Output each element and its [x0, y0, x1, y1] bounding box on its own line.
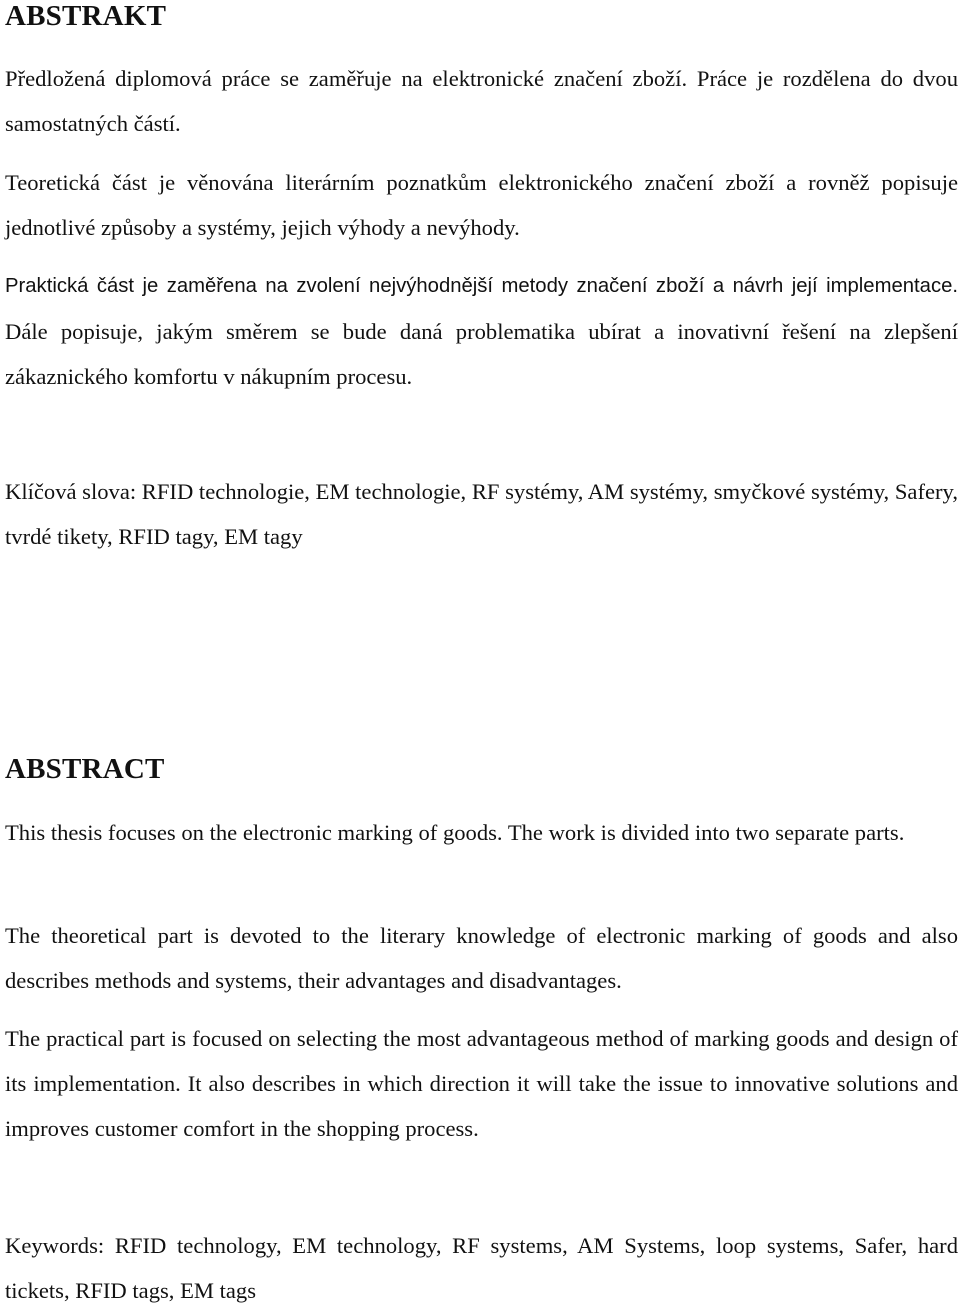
czech-abstract-paragraph-1: Předložená diplomová práce se zaměřuje na elektronické značení zboží. Práce je rozdělena do dvou samostatných částí. — [5, 66, 958, 136]
czech-keywords: Klíčová slova: RFID technologie, EM technologie, RF systémy, AM systémy, smyčkové systémy, Safery, tvrdé tikety, RFID tagy, EM tagy — [5, 479, 959, 549]
english-abstract-paragraph-2: The theoretical part is devoted to the literary knowledge of electronic marking of goods and also describes methods and systems, their advantages and disadvantages. — [5, 923, 958, 993]
czech-abstract-heading: ABSTRAKT — [5, 0, 167, 32]
english-abstract-heading: ABSTRACT — [5, 753, 165, 785]
czech-paragraph-3-further-sentence: Dále popisuje, jakým směrem se bude daná problematika ubírat a inovativní řešení na zlepšení zákaznického komfortu v nákupním procesu. — [5, 319, 958, 389]
english-abstract-paragraph-1: This thesis focuses on the electronic marking of goods. The work is divided into two separate parts. — [5, 820, 905, 845]
english-keywords: Keywords: RFID technology, EM technology, RF systems, AM Systems, loop systems, Safer, hard tickets, RFID tags, EM tags — [5, 1233, 958, 1303]
czech-paragraph-3-practical-sentence: Praktická část je zaměřena na zvolení nejvýhodnější metody značení zboží a návrh její implementace. — [5, 275, 958, 297]
english-abstract-paragraph-3: The practical part is focused on selecting the most advantageous method of marking goods and design of its implementation. It also describes in which direction it will take the issue to innovative solutions and improves customer comfort in the shopping process. — [5, 1026, 958, 1141]
czech-abstract-paragraph-2: Teoretická část je věnována literárním poznatkům elektronického značení zboží a rovněž popisuje jednotlivé způsoby a systémy, jejich výhody a nevýhody. — [5, 170, 958, 240]
czech-abstract-paragraph-3 — [5, 262, 958, 399]
